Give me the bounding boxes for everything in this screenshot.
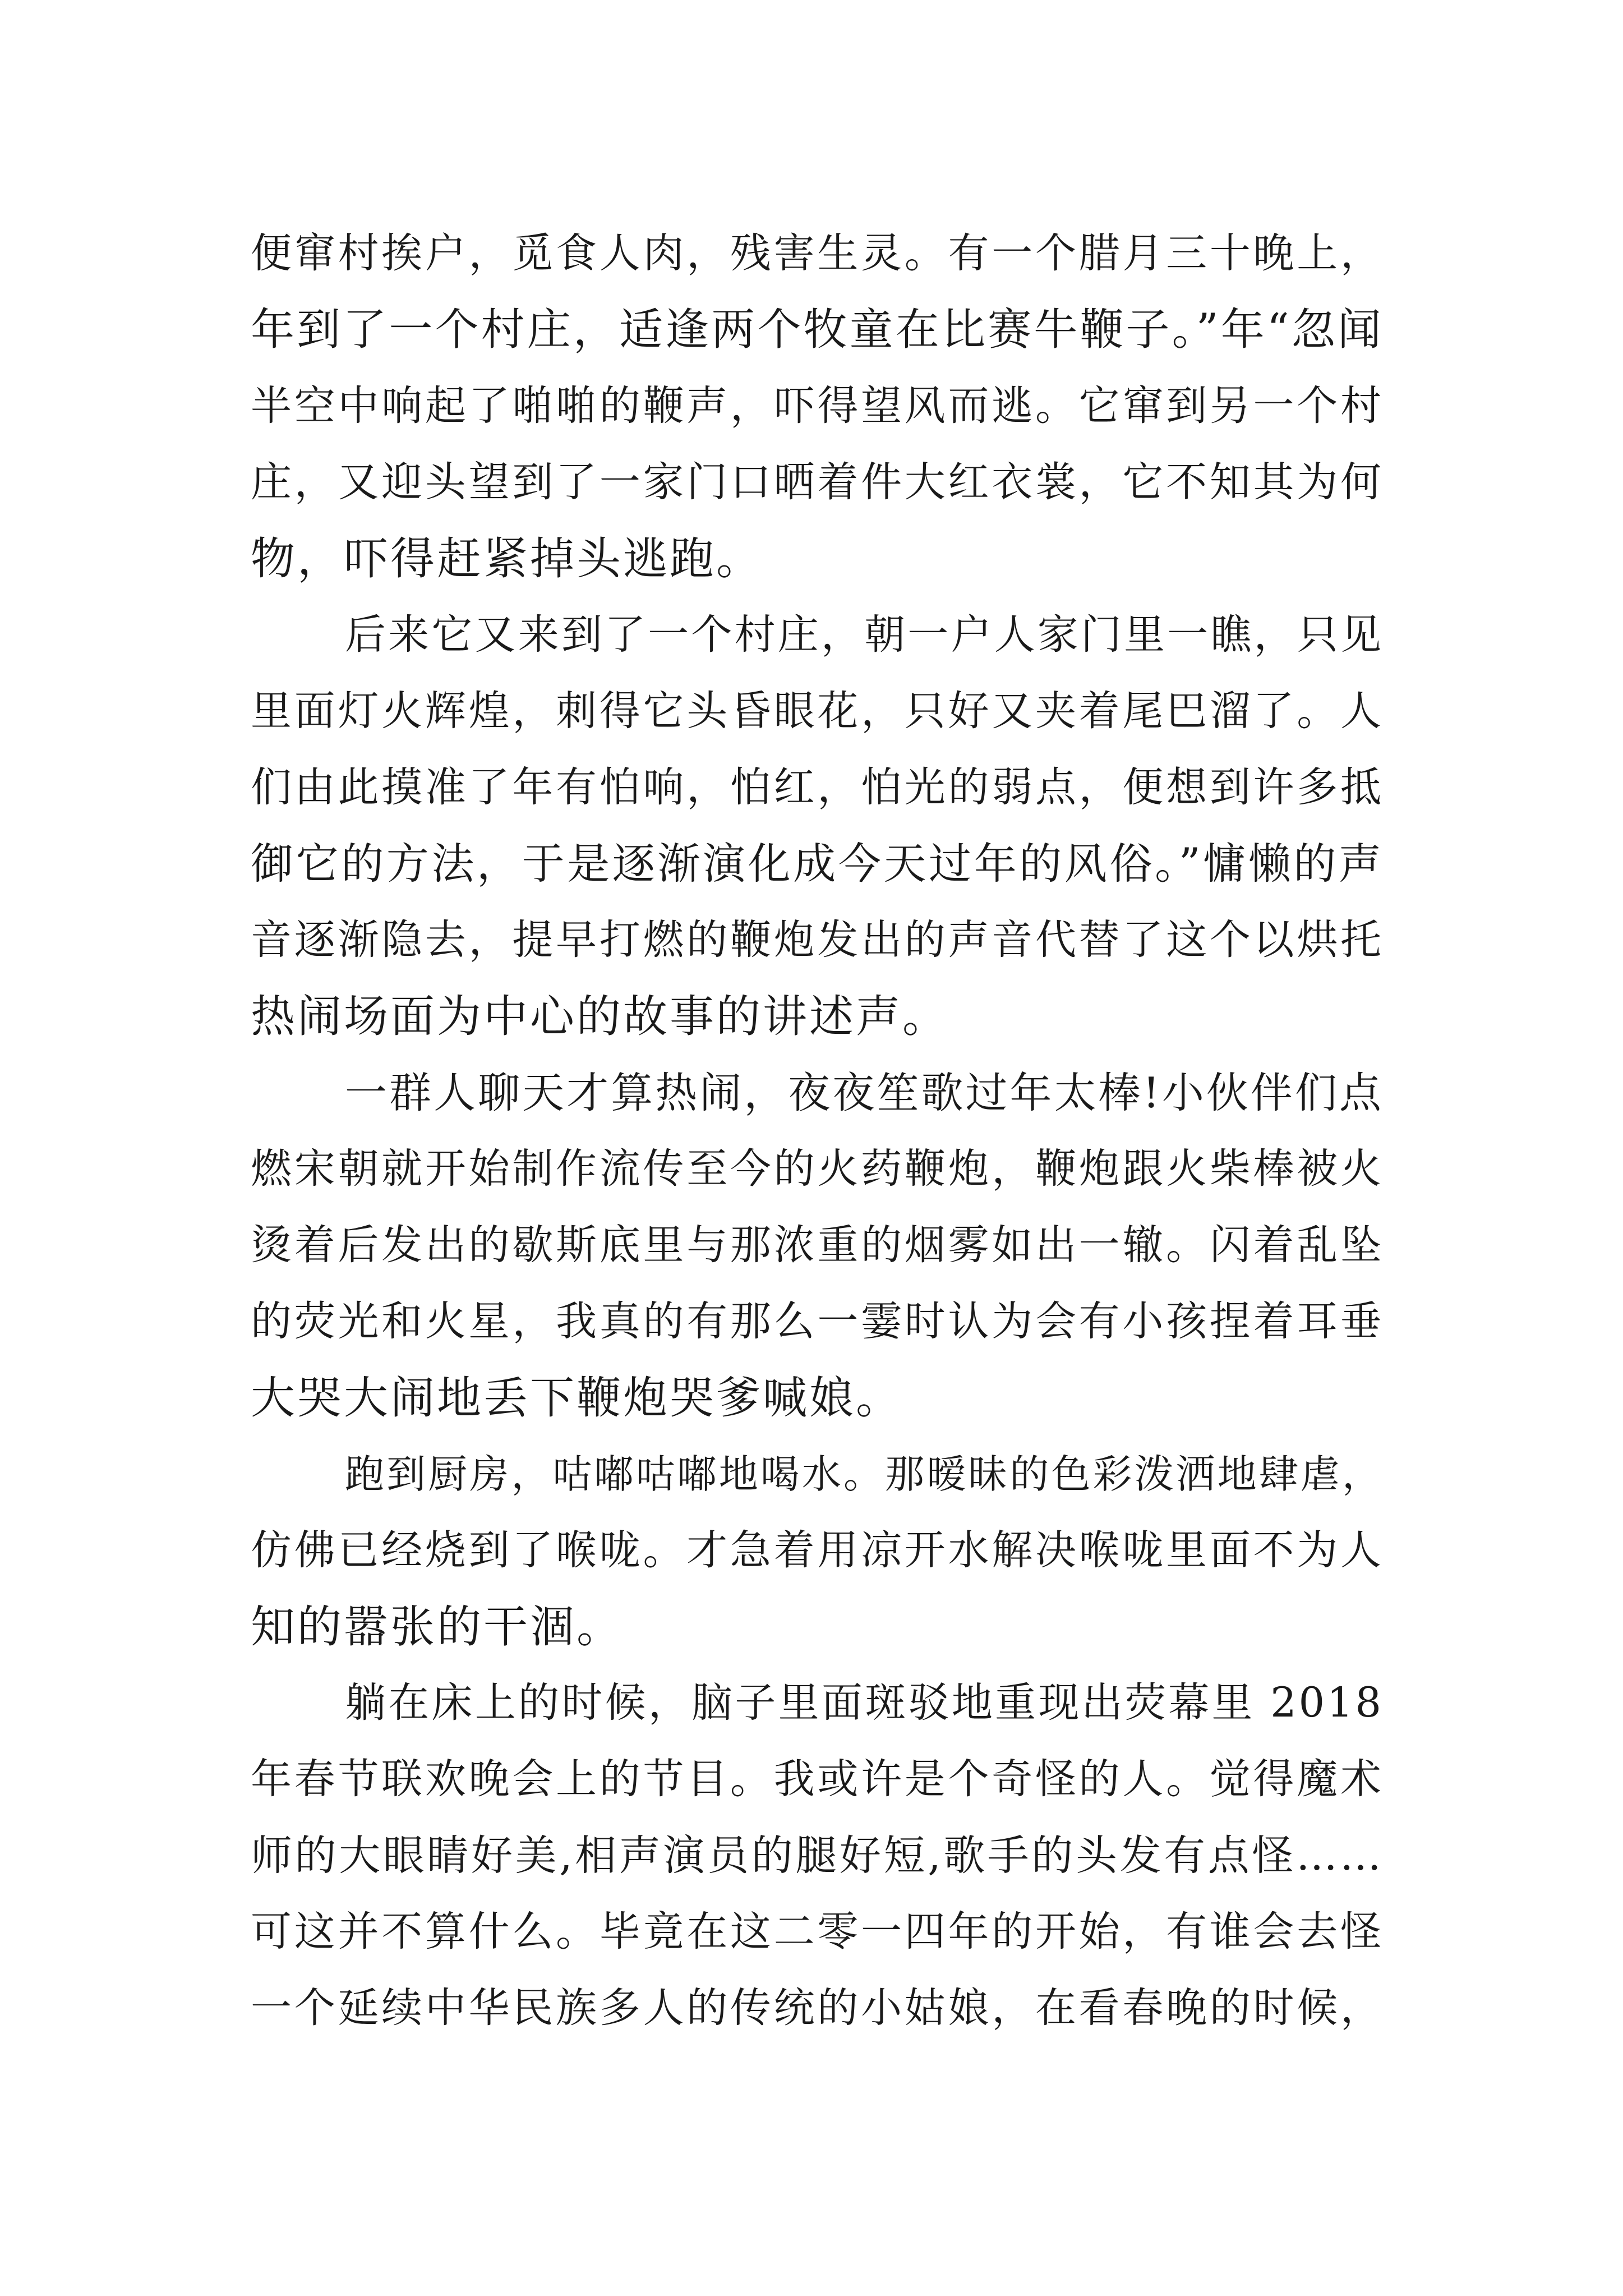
text-line: 仿佛已经烧到了喉咙。才急着用凉开水解决喉咙里面不为人	[251, 1526, 1384, 1574]
text-line: 们由此摸准了年有怕响，怕红，怕光的弱点，便想到许多抵	[251, 763, 1384, 811]
text-line: 热闹场面为中心的故事的讲述声。	[251, 991, 949, 1042]
text-line: 年春节联欢晚会上的节目。我或许是个奇怪的人。觉得魔术	[251, 1755, 1384, 1803]
text-line: 大哭大闹地丢下鞭炮哭爹喊娘。	[251, 1372, 902, 1424]
text-line: 师的大眼睛好美,相声演员的腿好短,歌手的头发有点怪……	[251, 1832, 1384, 1880]
text-line: 音逐渐隐去，提早打燃的鞭炮发出的声音代替了这个以烘托	[251, 916, 1384, 964]
text-line: 一个延续中华民族多人的传统的小姑娘，在看春晚的时候，	[251, 1984, 1384, 2032]
text-line: 便窜村挨户，觅食人肉，残害生灵。有一个腊月三十晚上，	[251, 229, 1384, 277]
text-line: 庄，又迎头望到了一家门口晒着件大红衣裳，它不知其为何	[251, 458, 1384, 506]
text-line: 知的嚣张的干涸。	[251, 1601, 623, 1653]
paragraph-first-line: 躺在床上的时候，脑子里面斑驳地重现出荧幕里 2018	[345, 1679, 1384, 1727]
text-line: 半空中响起了啪啪的鞭声，吓得望风而逃。它窜到另一个村	[251, 382, 1384, 430]
text-line: 的荧光和火星，我真的有那么一霎时认为会有小孩捏着耳垂	[251, 1297, 1384, 1345]
paragraph-first-line: 一群人聊天才算热闹，夜夜笙歌过年太棒!小伙伴们点	[345, 1068, 1384, 1117]
text-line: 物，吓得赶紧掉头逃跑。	[251, 533, 763, 585]
text-line: 御它的方法，于是逐渐演化成今天过年的风俗。”慵懒的声	[251, 839, 1384, 889]
text-line: 燃宋朝就开始制作流传至今的火药鞭炮，鞭炮跟火柴棒被火	[251, 1145, 1384, 1193]
text-line: 烫着后发出的歇斯底里与那浓重的烟雾如出一辙。闪着乱坠	[251, 1221, 1384, 1269]
paragraph-first-line: 跑到厨房，咕嘟咕嘟地喝水。那暧昧的色彩泼洒地肆虐，	[345, 1451, 1384, 1497]
text-line: 里面灯火辉煌，刺得它头昏眼花，只好又夹着尾巴溜了。人	[251, 687, 1384, 735]
body-text	[251, 215, 1384, 2046]
text-line: 年到了一个村庄，适逢两个牧童在比赛牛鞭子。”年“忽闻	[251, 305, 1384, 355]
text-line: 可这并不算什么。毕竟在这二零一四年的开始，有谁会去怪	[251, 1908, 1384, 1955]
paragraph-first-line: 后来它又来到了一个村庄，朝一户人家门里一瞧，只见	[345, 611, 1384, 659]
